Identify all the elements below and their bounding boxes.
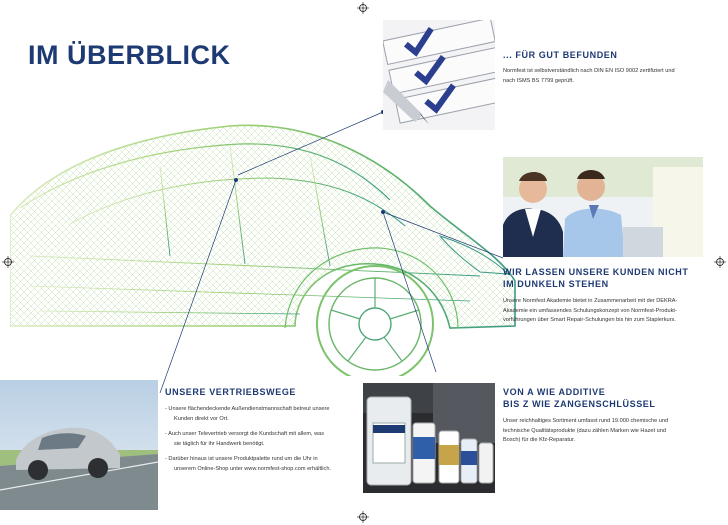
assortment-text-line: Bosch) für die Kfz-Reparatur. — [503, 437, 576, 443]
quality-heading: ... FÜR GUT BEFUNDEN — [503, 50, 618, 60]
products-photo — [363, 383, 495, 493]
training-text-line: Akademie ein umfassendes Schulungskonzept von Normfest-Produkt- — [503, 307, 677, 314]
assortment-text — [503, 417, 703, 446]
assortment-text-line: Unser reichhaltiges Sortiment umfasst rund 19.000 chemische und — [503, 418, 669, 424]
training-text-line: vorführungen über Smart Repair-Schulungen bis hin zum Staplerkurs. — [503, 317, 676, 323]
checklist-photo — [383, 20, 495, 130]
quality-text — [503, 67, 703, 86]
quality-text-line: Normfest ist selbstverständlich nach DIN EN ISO 9002 zertifiziert und — [503, 68, 675, 74]
car-on-road-photo — [0, 380, 158, 510]
quality-text-line: nach ISMS BS 7799 geprüft. — [503, 77, 574, 84]
sales-bullet-line: - Unsere flächendeckende Außendienstmannschaft betreut unsere — [165, 406, 330, 412]
sales-bullet — [165, 455, 353, 474]
sales-bullet-line: - Auch unser Televertrieb versorgt die Kundschaft mit allem, was — [165, 431, 325, 437]
training-text-line: Unsere Normfest Akademie bietet in Zusammenarbeit mit der DEKRA- — [503, 298, 678, 304]
training-heading-line: IM DUNKELN STEHEN — [503, 279, 609, 289]
assortment-heading-line: BIS Z WIE ZANGENSCHLÜSSEL — [503, 399, 656, 409]
training-text — [503, 297, 703, 326]
businessmen-photo — [503, 157, 703, 257]
training-heading-line: WIR LASSEN UNSERE KUNDEN NICHT — [503, 267, 689, 277]
sales-bullets — [165, 405, 353, 480]
registration-mark-icon — [714, 256, 726, 268]
sales-bullet — [165, 405, 353, 424]
registration-mark-icon — [357, 2, 369, 14]
registration-mark-icon — [357, 511, 369, 523]
assortment-text-line: technische Qualitätsprodukte (dazu zählen Marken wie Hazet und — [503, 427, 666, 434]
assortment-heading-line: VON A WIE ADDITIVE — [503, 387, 606, 397]
sales-bullet — [165, 430, 353, 449]
wireframe-car-illustration — [10, 96, 520, 376]
sales-bullet-line: - Darüber hinaus ist unsere Produktpalette rund um die Uhr in — [165, 456, 318, 462]
registration-mark-icon — [2, 256, 14, 268]
sales-heading: UNSERE VERTRIEBSWEGE — [165, 387, 297, 397]
sales-bullet-line: sie täglich für ihr Handwerk benötigt. — [174, 440, 265, 447]
assortment-heading — [503, 386, 656, 410]
training-heading — [503, 266, 689, 290]
sales-bullet-line: unserem Online-Shop unter www.normfest-shop.com erhältlich. — [174, 465, 332, 472]
sales-bullet-line: Kunden direkt vor Ort. — [174, 415, 229, 422]
page-title: IM ÜBERBLICK — [28, 40, 231, 70]
